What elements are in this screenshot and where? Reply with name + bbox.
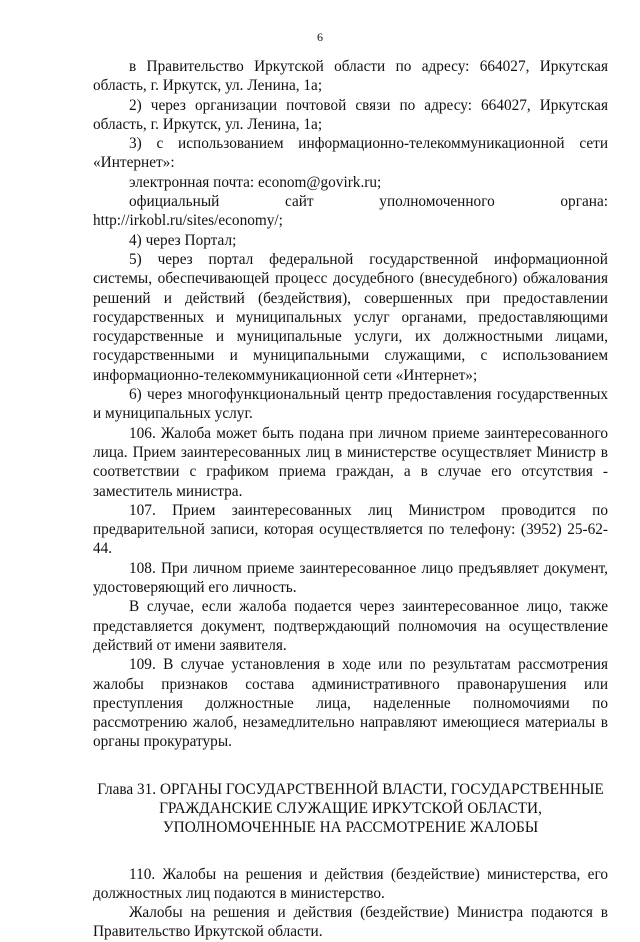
chapter-heading-line: УПОЛНОМОЧЕННЫЕ НА РАССМОТРЕНИЕ ЖАЛОБЫ [162, 819, 539, 837]
paragraph: 2) через организации почтовой связи по адресу: 664027, Иркутская область, г. Иркутск, ул. Ленина, 1а; [93, 96, 608, 133]
official-site-word: официальный [129, 193, 220, 211]
paragraph: 109. В случае установления в ходе или по результатам рассмотрения жалобы признаков состава административного правонарушения или преступления должностные лица, наделенные полномочиями по рассмотрению жалоб, незамедлительно направляют имеющиеся материалы в органы прокуратуры. [93, 656, 608, 751]
paragraph: в Правительство Иркутской области по адресу: 664027, Иркутская область, г. Иркутск, ул. Ленина, 1а; [93, 58, 608, 95]
paragraph: В случае, если жалоба подается через заинтересованное лицо, также представляется документ, подтверждающий полномочия на осуществление действий от имени заявителя. [93, 598, 608, 654]
chapter-heading [93, 780, 608, 838]
paragraph: 5) через портал федеральной государственной информационной системы, обеспечивающей процесс досудебного (внесудебного) обжалования решений и действий (бездействия), совершенных при предоставлении государственных и муниципальных услуг органами, предоставляющими государственные и муниципальные услуги, их должностными лицами, государственными и муниципальными служащими, с использованием информационно-телекоммуникационной сети «Интернет»; [93, 250, 608, 384]
chapter-heading-line: ГРАЖДАНСКИЕ СЛУЖАЩИЕ ИРКУТСКОЙ ОБЛАСТИ, [159, 799, 542, 817]
page-number: 6 [317, 30, 323, 44]
paragraph: 110. Жалобы на решения и действия (бездействие) министерства, его должностных лиц подаются в министерство. [93, 865, 608, 902]
chapter-heading-line: Глава 31. ОРГАНЫ ГОСУДАРСТВЕННОЙ ВЛАСТИ, ГОСУДАРСТВЕННЫЕ [97, 780, 604, 798]
official-site-word: сайт [284, 193, 314, 211]
paragraph: 4) через Портал; [129, 231, 237, 249]
official-site-url: http://irkobl.ru/sites/economy/; [93, 212, 283, 230]
paragraph: Жалобы на решения и действия (бездействие) Министра подаются в Правительство Иркутской области. [93, 904, 608, 941]
paragraph: 108. При личном приеме заинтересованное лицо предъявляет документ, удостоверяющий его личность. [93, 559, 608, 597]
document-body [93, 57, 608, 942]
paragraph: 106. Жалоба может быть подана при личном приеме заинтересованного лица. Прием заинтересованных лиц в министерстве осуществляет Министр в соответствии с графиком приема граждан, а в случае его отсутствия - заместитель министра. [93, 424, 608, 500]
paragraph: электронная почта: econom@govirk.ru; [129, 173, 382, 191]
official-site-line [93, 192, 608, 211]
paragraph: 107. Прием заинтересованных лиц Министром проводится по предварительной записи, которая осуществляется по телефону: (3952) 25-62-44. [93, 501, 608, 558]
official-site-word: уполномоченного [379, 193, 495, 211]
paragraph: 3) с использованием информационно-телекоммуникационной сети «Интернет»: [93, 135, 608, 172]
paragraph: 6) через многофункциональный центр предоставления государственных и муниципальных услуг. [93, 386, 608, 423]
official-site-word: органа: [560, 193, 608, 211]
